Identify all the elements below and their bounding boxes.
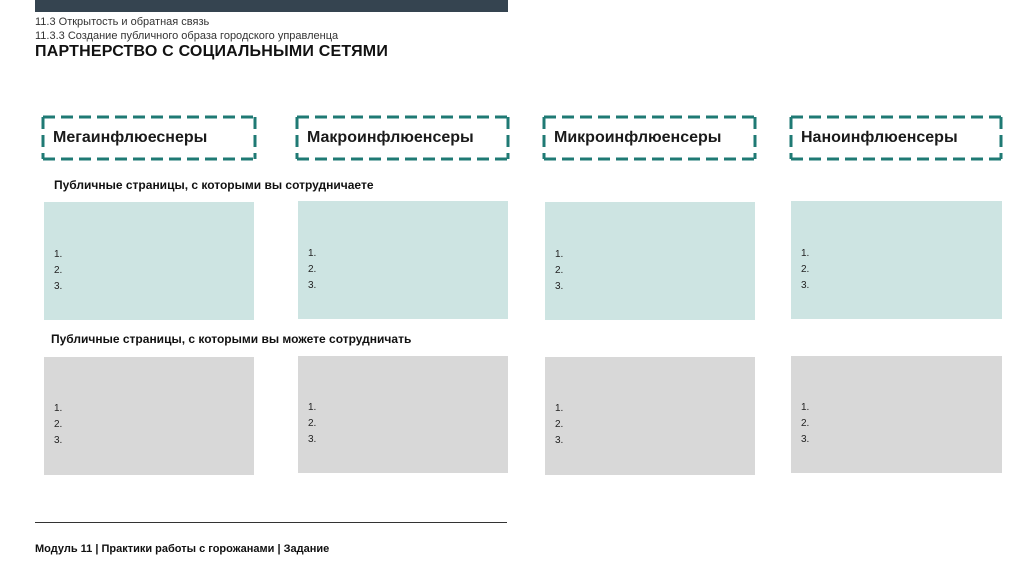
breadcrumb-subsection: 11.3.3 Создание публичного образа городского управленца	[35, 30, 339, 42]
potential-pages-box-mega[interactable]	[44, 357, 254, 475]
list-item: 2.	[54, 419, 63, 430]
list-item: 1.	[308, 248, 317, 259]
numbered-list	[54, 247, 62, 295]
list-item: 2.	[308, 264, 317, 275]
list-item: 1.	[801, 248, 810, 259]
current-pages-box-macro[interactable]	[298, 201, 508, 319]
list-item: 3.	[801, 280, 810, 291]
list-item: 2.	[54, 265, 63, 276]
numbered-list	[54, 401, 62, 449]
list-item: 1.	[54, 249, 63, 260]
category-label: Микроинфлюенсеры	[554, 129, 722, 146]
list-item: 3.	[555, 281, 564, 292]
category-label: Макроинфлюенсеры	[307, 129, 474, 146]
breadcrumb-section: 11.3 Открытость и обратная связь	[35, 16, 210, 28]
list-item: 2.	[555, 419, 564, 430]
page-title: ПАРТНЕРСТВО С СОЦИАЛЬНЫМИ СЕТЯМИ	[35, 43, 389, 60]
list-item: 3.	[54, 281, 63, 292]
list-item: 2.	[801, 264, 810, 275]
category-micro	[544, 117, 755, 159]
list-item: 2.	[801, 418, 810, 429]
footer-divider	[35, 522, 507, 523]
list-item: 2.	[555, 265, 564, 276]
list-item: 1.	[555, 403, 564, 414]
footer-text: Модуль 11 | Практики работы с горожанами | Задание	[35, 543, 330, 555]
list-item: 1.	[555, 249, 564, 260]
category-mega	[43, 117, 255, 159]
top-accent-bar	[35, 0, 508, 12]
numbered-list	[555, 247, 563, 295]
numbered-list	[801, 400, 809, 448]
current-pages-box-nano[interactable]	[791, 201, 1002, 319]
list-item: 1.	[801, 402, 810, 413]
numbered-list	[308, 246, 316, 294]
current-pages-box-mega[interactable]	[44, 202, 254, 320]
list-item: 3.	[54, 435, 63, 446]
current-pages-label: Публичные страницы, с которыми вы сотрудничаете	[54, 178, 374, 192]
potential-pages-label: Публичные страницы, с которыми вы можете сотрудничать	[51, 332, 412, 346]
potential-pages-box-macro[interactable]	[298, 356, 508, 473]
numbered-list	[555, 401, 563, 449]
potential-pages-box-nano[interactable]	[791, 356, 1002, 473]
category-macro	[297, 117, 508, 159]
list-item: 3.	[801, 434, 810, 445]
category-label: Наноинфлюенсеры	[801, 129, 958, 146]
list-item: 1.	[308, 402, 317, 413]
list-item: 1.	[54, 403, 63, 414]
current-pages-box-micro[interactable]	[545, 202, 755, 320]
list-item: 3.	[555, 435, 564, 446]
numbered-list	[801, 246, 809, 294]
category-nano	[791, 117, 1001, 159]
numbered-list	[308, 400, 316, 448]
category-label: Мегаинфлюеснеры	[53, 129, 208, 146]
list-item: 2.	[308, 418, 317, 429]
list-item: 3.	[308, 434, 317, 445]
potential-pages-box-micro[interactable]	[545, 357, 755, 475]
list-item: 3.	[308, 280, 317, 291]
